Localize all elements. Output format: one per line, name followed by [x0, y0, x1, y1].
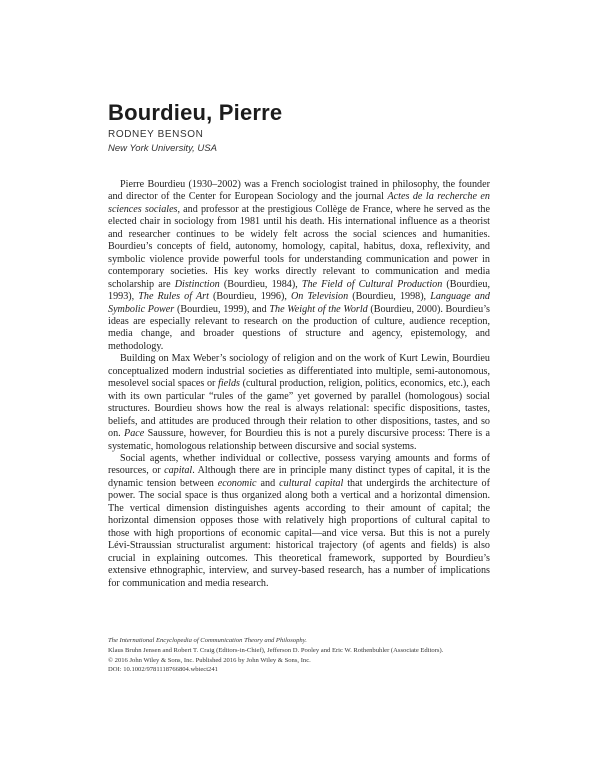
italic-text-run: cultural capital	[279, 477, 344, 489]
text-run: . Although there are in principle many distinct types of capital, it is the dynamic tension between	[108, 465, 490, 489]
italic-text-run: capital	[164, 465, 193, 477]
italic-text-run: Actes de la recherche en sciences sociales	[108, 191, 490, 215]
italic-text-run: economic	[217, 477, 257, 489]
article-title: Bourdieu, Pierre	[108, 100, 283, 125]
italic-text-run: On Television	[290, 291, 349, 303]
text-run: (Bourdieu, 1996),	[208, 291, 291, 303]
text-run: (Bourdieu, 1998),	[348, 291, 431, 303]
text-run: Saussure, however, for Bourdieu this is not a purely discursive process: There is a systematic, homologous relationship between discursive and social systems.	[108, 428, 490, 452]
paragraph-3	[108, 453, 490, 590]
text-run: that undergirds the architecture of power. The social space is thus organized along both a vertical and a horizontal dimension. The vertical dimension distinguishes agents according to their amount of capital; the horizontal dimension opposes those with relatively high proportions of cultural capital to those with high proportions of economic capital—and vice versa. But this is not a purely Lévi-Straussian structuralist argument: historical trajectory (of agents and fields) is also crucial in explaining outcomes. This theoretical framework, supported by Bourdieu’s extensive ethnographic, interview, and survey-based research, has a number of implications for communication and media research.	[108, 477, 490, 589]
italic-text-run: The Rules of Art	[138, 291, 209, 303]
italic-text-run: Pace	[124, 428, 145, 440]
text-run: (Bourdieu, 1993),	[108, 278, 490, 303]
italic-text-run: Distinction	[174, 278, 220, 290]
doi-line: DOI: 10.1002/9781118766804.wbiect241	[108, 666, 218, 674]
text-run: Pierre Bourdieu (1930–2002) was a French sociologist trained in philosophy, the founder and director of the Center for European Sociology and the journal	[108, 179, 490, 203]
copyright-line: © 2016 John Wiley & Sons, Inc. Published 2016 by John Wiley & Sons, Inc.	[108, 656, 311, 664]
publication-footer	[108, 636, 508, 675]
text-run: (Bourdieu, 2000). Bourdieu’s ideas are especially relevant to research on the production of culture, audience reception, media change, and broader questions of structure and agency, epistemology, and methodology.	[108, 303, 490, 352]
paragraph-1	[108, 179, 490, 353]
text-run: (Bourdieu, 1999), and	[174, 303, 270, 315]
text-run: , and professor at the prestigious Collège de France, where he served as the elected chair in sociology from 1981 until his death. His international influence as a theorist and researcher continues to be widely felt across the social sciences and humanities. Bourdieu’s concepts of field, autonomy, homology, capital, habitus, doxa, reflexivity, and symbolic violence provide powerful tools for understanding communication and power in contemporary societies. His key works directly relevant to communication and media scholarship are	[108, 203, 490, 290]
italic-text-run: Language and Symbolic Power	[108, 291, 490, 315]
text-run: (cultural production, religion, politics, economics, etc.), each with its own particular “rules of the game” yet governed by parallel (homologous) social structures. Bourdieu shows how the real is always relational: specific dispositions, tastes, beliefs, and attitudes are produced through their relation to other dispositions, tastes, and so on.	[108, 378, 491, 440]
editors-line: Klaus Bruhn Jensen and Robert T. Craig (Editors-in-Chief), Jefferson D. Pooley and Eric W. Rothenbuhler (Associate Editors).	[108, 646, 444, 654]
author-name: RODNEY BENSON	[108, 129, 204, 140]
text-run: and	[256, 477, 280, 489]
italic-text-run: The Weight of the World	[269, 303, 368, 315]
text-run: (Bourdieu, 1984),	[219, 278, 302, 290]
paragraph-2	[108, 353, 490, 453]
italic-text-run: fields	[218, 378, 240, 390]
text-run: Building on Max Weber’s sociology of religion and on the work of Kurt Lewin, Bourdieu conceptualized modern industrial societies as differentiated into multiple, semi-autonomous, mesolevel social spaces or	[108, 353, 490, 390]
text-run: Social agents, whether individual or collective, possess varying amounts and forms of resources, or	[108, 452, 490, 477]
journal-citation: The International Encyclopedia of Communication Theory and Philosophy.	[108, 637, 307, 644]
author-affiliation: New York University, USA	[108, 143, 217, 154]
article-body	[108, 179, 490, 590]
italic-text-run: The Field of Cultural Production	[301, 278, 443, 290]
